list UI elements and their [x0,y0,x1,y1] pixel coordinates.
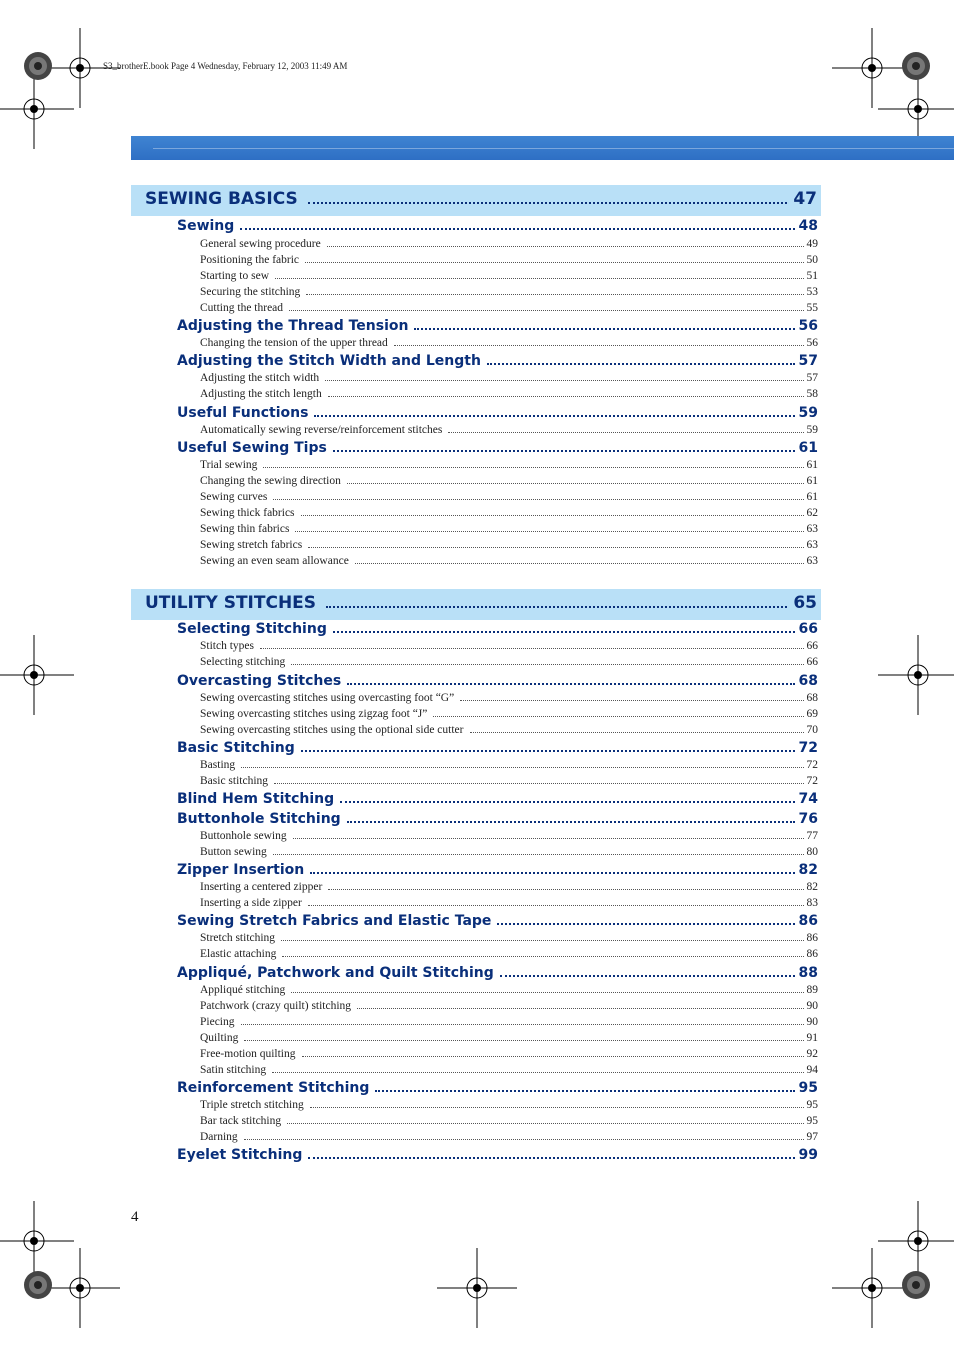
toc-entry[interactable] [177,1147,818,1165]
subentry-page: 55 [806,302,818,314]
toc-subentry[interactable] [200,1131,818,1145]
subentry-page: 62 [806,507,818,519]
toc-subentry[interactable] [200,640,818,654]
entry-title: Overcasting Stitches [177,673,342,689]
subentry-page: 83 [806,897,818,909]
subentry-title: Starting to sew [200,270,269,282]
section-page: 65 [793,593,817,613]
toc-entry[interactable] [177,218,818,236]
section-title: UTILITY STITCHES [145,593,317,613]
entry-title: Buttonhole Stitching [177,811,341,827]
entry-title: Reinforcement Stitching [177,1080,370,1096]
toc-subentry[interactable] [200,1048,818,1062]
subentry-title: Adjusting the stitch width [200,372,320,384]
subentry-title: Stretch stitching [200,932,276,944]
toc-subentry[interactable] [200,1099,818,1113]
entry-page: 72 [798,740,818,756]
toc-subentry[interactable] [200,724,818,738]
entry-title: Zipper Insertion [177,862,305,878]
subentry-page: 95 [806,1115,818,1127]
subentry-page: 70 [806,724,818,736]
subentry-page: 90 [806,1000,818,1012]
subentry-title: Sewing overcasting stitches using the optional side cutter [200,724,464,736]
entry-page: 86 [798,913,818,929]
registration-mark-icon [832,1248,912,1328]
toc-entry[interactable] [177,740,818,758]
toc-subentry[interactable] [200,388,818,402]
subentry-page: 94 [806,1064,818,1076]
subentry-title: Sewing overcasting stitches using overcasting foot “G” [200,692,455,704]
subentry-page: 61 [806,459,818,471]
entry-title: Sewing Stretch Fabrics and Elastic Tape [177,913,492,929]
toc-subentry[interactable] [200,692,818,706]
subentry-page: 72 [806,775,818,787]
subentry-page: 58 [806,388,818,400]
rosette-icon [23,1270,53,1300]
subentry-title: Basic stitching [200,775,269,787]
subentry-title: Automatically sewing reverse/reinforcement stitches [200,424,443,436]
toc-subentry[interactable] [200,1016,818,1030]
toc-subentry[interactable] [200,337,818,351]
subentry-title: Appliqué stitching [200,984,286,996]
entry-page: 95 [798,1080,818,1096]
toc-subentry[interactable] [200,302,818,316]
subentry-page: 61 [806,475,818,487]
entry-title: Adjusting the Thread Tension [177,318,409,334]
subentry-page: 50 [806,254,818,266]
toc-entry[interactable] [177,913,818,931]
entry-page: 76 [798,811,818,827]
subentry-page: 91 [806,1032,818,1044]
registration-mark-icon [0,635,74,715]
toc-entry[interactable] [177,353,818,371]
entry-title: Adjusting the Stitch Width and Length [177,353,481,369]
subentry-title: Sewing thick fabrics [200,507,295,519]
rosette-icon [901,51,931,81]
subentry-title: Buttonhole sewing [200,830,287,842]
toc-entry[interactable] [177,791,818,809]
toc-subentry[interactable] [200,491,818,505]
toc-subentry[interactable] [200,270,818,284]
subentry-page: 97 [806,1131,818,1143]
subentry-title: Satin stitching [200,1064,267,1076]
toc-subentry[interactable] [200,372,818,386]
entry-title: Eyelet Stitching [177,1147,303,1163]
entry-page: 74 [798,791,818,807]
subentry-page: 63 [806,539,818,551]
toc-subentry[interactable] [200,759,818,773]
subentry-title: Free-motion quilting [200,1048,296,1060]
subentry-page: 95 [806,1099,818,1111]
subentry-page: 80 [806,846,818,858]
subentry-page: 51 [806,270,818,282]
entry-page: 56 [798,318,818,334]
subentry-title: Patchwork (crazy quilt) stitching [200,1000,352,1012]
entry-page: 57 [798,353,818,369]
toc-subentry[interactable] [200,459,818,473]
subentry-page: 82 [806,881,818,893]
entry-page: 61 [798,440,818,456]
subentry-page: 66 [806,656,818,668]
toc-subentry[interactable] [200,254,818,268]
subentry-title: Sewing curves [200,491,268,503]
section-page: 47 [793,189,817,209]
rosette-icon [901,1270,931,1300]
toc-subentry[interactable] [200,656,818,670]
subentry-page: 72 [806,759,818,771]
subentry-title: Selecting stitching [200,656,286,668]
subentry-page: 53 [806,286,818,298]
subentry-title: Triple stretch stitching [200,1099,304,1111]
subentry-title: Darning [200,1131,238,1143]
toc-subentry[interactable] [200,475,818,489]
toc-subentry[interactable] [200,523,818,537]
subentry-page: 63 [806,523,818,535]
toc-entry[interactable] [177,811,818,829]
toc-subentry[interactable] [200,830,818,844]
registration-mark-icon [878,635,954,715]
subentry-title: Sewing an even seam allowance [200,555,349,567]
subentry-title: Securing the stitching [200,286,301,298]
toc-subentry[interactable] [200,775,818,789]
toc-subentry[interactable] [200,897,818,911]
entry-title: Appliqué, Patchwork and Quilt Stitching [177,965,494,981]
entry-page: 82 [798,862,818,878]
entry-title: Useful Functions [177,405,309,421]
section-heading[interactable] [131,185,821,216]
subentry-title: Bar tack stitching [200,1115,282,1127]
toc-entry[interactable] [177,862,818,880]
toc-subentry[interactable] [200,846,818,860]
toc-subentry[interactable] [200,238,818,252]
toc-subentry[interactable] [200,507,818,521]
subentry-page: 61 [806,491,818,503]
subentry-title: Sewing overcasting stitches using zigzag foot “J” [200,708,428,720]
subentry-page: 77 [806,830,818,842]
toc-entry[interactable] [177,1080,818,1098]
subentry-page: 86 [806,948,818,960]
entry-title: Basic Stitching [177,740,295,756]
toc-entry[interactable] [177,965,818,983]
toc-subentry[interactable] [200,948,818,962]
subentry-page: 63 [806,555,818,567]
entry-page: 59 [798,405,818,421]
subentry-page: 90 [806,1016,818,1028]
subentry-page: 92 [806,1048,818,1060]
toc-subentry[interactable] [200,555,818,569]
entry-title: Selecting Stitching [177,621,327,637]
toc-entry[interactable] [177,405,818,423]
toc-subentry[interactable] [200,286,818,300]
print-header: S3_brotherE.book Page 4 Wednesday, February 12, 2003 11:49 AM [103,61,348,71]
subentry-page: 86 [806,932,818,944]
subentry-page: 57 [806,372,818,384]
section-title: SEWING BASICS [145,189,298,209]
section-heading[interactable] [131,589,821,620]
subentry-title: Elastic attaching [200,948,277,960]
subentry-title: Changing the sewing direction [200,475,341,487]
subentry-title: Basting [200,759,236,771]
toc-subentry[interactable] [200,539,818,553]
subentry-title: Trial sewing [200,459,258,471]
toc-subentry[interactable] [200,1032,818,1046]
subentry-title: Positioning the fabric [200,254,300,266]
registration-mark-icon [0,69,74,149]
toc-entry[interactable] [177,440,818,458]
toc-entry[interactable] [177,318,818,336]
entry-page: 66 [798,621,818,637]
subentry-title: Cutting the thread [200,302,284,314]
entry-title: Sewing [177,218,235,234]
entry-page: 68 [798,673,818,689]
subentry-title: Piecing [200,1016,235,1028]
toc-subentry[interactable] [200,1115,818,1129]
entry-page: 48 [798,218,818,234]
subentry-title: Inserting a side zipper [200,897,302,909]
subentry-title: Sewing stretch fabrics [200,539,303,551]
toc-entry[interactable] [177,673,818,691]
toc-subentry[interactable] [200,984,818,998]
subentry-page: 68 [806,692,818,704]
subentry-page: 89 [806,984,818,996]
page-number: 4 [131,1209,139,1225]
entry-title: Useful Sewing Tips [177,440,327,456]
toc-subentry[interactable] [200,1064,818,1078]
subentry-title: Sewing thin fabrics [200,523,290,535]
subentry-title: Button sewing [200,846,267,858]
registration-mark-icon [437,1248,517,1328]
subentry-title: Inserting a centered zipper [200,881,323,893]
entry-page: 99 [798,1147,818,1163]
toc-subentry[interactable] [200,424,818,438]
toc-subentry[interactable] [200,881,818,895]
subentry-page: 56 [806,337,818,349]
subentry-page: 59 [806,424,818,436]
subentry-page: 69 [806,708,818,720]
subentry-page: 49 [806,238,818,250]
toc-subentry[interactable] [200,1000,818,1014]
subentry-page: 66 [806,640,818,652]
entry-page: 88 [798,965,818,981]
toc-entry[interactable] [177,621,818,639]
subentry-title: Changing the tension of the upper thread [200,337,388,349]
header-band [131,136,954,160]
toc-subentry[interactable] [200,708,818,722]
subentry-title: Stitch types [200,640,254,652]
subentry-title: General sewing procedure [200,238,321,250]
rosette-icon [23,51,53,81]
subentry-title: Quilting [200,1032,239,1044]
toc-subentry[interactable] [200,932,818,946]
entry-title: Blind Hem Stitching [177,791,335,807]
subentry-title: Adjusting the stitch length [200,388,322,400]
